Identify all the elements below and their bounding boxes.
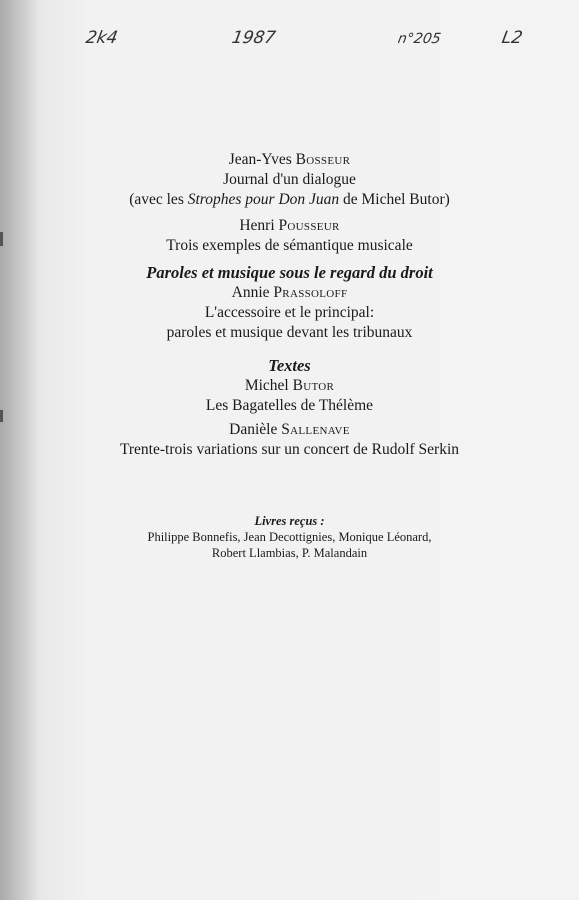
handwritten-year: 1987	[230, 28, 278, 48]
handwritten-number: n°205	[396, 31, 443, 47]
author-sallenave	[0, 420, 579, 440]
handwritten-note-left: 2k4	[84, 28, 120, 48]
author-butor	[0, 376, 579, 396]
contents-droit	[0, 262, 579, 343]
author-last-name: Prassoloff	[273, 284, 348, 301]
note-text: (avec les	[129, 191, 188, 208]
note-text: de Michel Butor)	[339, 191, 450, 208]
author-prassoloff	[0, 283, 579, 303]
author-last-name: Butor	[292, 377, 335, 394]
article-title: Les Bagatelles de Thélème	[205, 397, 374, 414]
article-title: Trois exemples de sémantique musicale	[166, 237, 413, 254]
section-heading: Textes	[268, 356, 311, 375]
author-last-name: Sallenave	[281, 421, 350, 438]
note-italic-title: Strophes pour Don Juan	[187, 191, 340, 208]
section-heading: Paroles et musique sous le regard du droit	[146, 263, 433, 282]
livres-line: Philippe Bonnefis, Jean Decottignies, Monique Léonard,	[147, 530, 432, 544]
article-title: L'accessoire et le principal:	[204, 304, 375, 321]
livres-heading: Livres reçus :	[254, 514, 325, 528]
article-title: Trente-trois variations sur un concert de Rudolf Serkin	[119, 441, 460, 458]
author-last-name: Pousseur	[278, 217, 340, 234]
livres-line: Robert Llambias, P. Malandain	[211, 546, 368, 560]
livres-recus	[0, 513, 579, 561]
author-first-name: Henri	[239, 217, 275, 234]
article-title: Journal d'un dialogue	[223, 171, 356, 188]
contents-upper	[0, 150, 579, 256]
author-first-name: Annie	[231, 284, 270, 301]
author-first-name: Jean-Yves	[228, 151, 292, 168]
article-note	[0, 190, 579, 210]
author-first-name: Michel	[244, 377, 289, 394]
author-bosseur	[0, 150, 579, 170]
author-first-name: Danièle	[229, 421, 278, 438]
author-pousseur	[0, 216, 579, 236]
contents-textes	[0, 355, 579, 460]
article-title: paroles et musique devant les tribunaux	[166, 324, 413, 341]
author-last-name: Bosseur	[295, 151, 351, 168]
handwritten-note-right: L2	[500, 28, 525, 48]
